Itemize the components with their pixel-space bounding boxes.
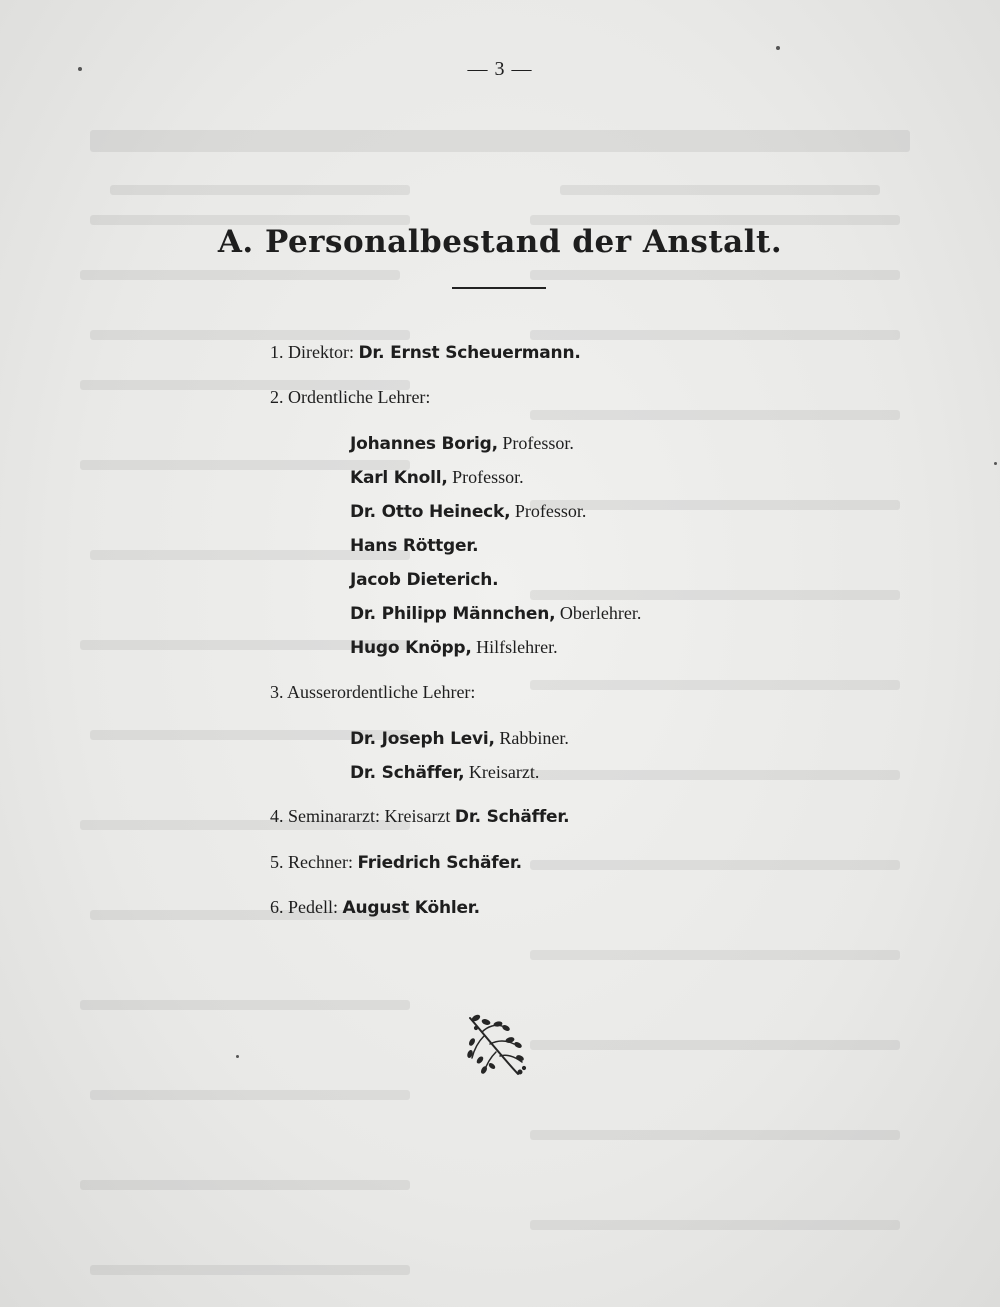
seminar-doctor-line bbox=[270, 806, 569, 827]
janitor-line bbox=[270, 897, 480, 918]
teacher-name: Hans Röttger. bbox=[350, 536, 479, 556]
teacher-role: Oberlehrer. bbox=[559, 603, 642, 623]
teacher-entry bbox=[350, 433, 574, 454]
teacher-name: Jacob Dieterich. bbox=[350, 570, 499, 590]
page-title: A. Personalbestand der Anstalt. bbox=[217, 224, 783, 260]
teacher-entry bbox=[350, 603, 641, 624]
regular-teachers-heading: 2. Ordentliche Lehrer: bbox=[270, 387, 431, 407]
teacher-entry bbox=[350, 762, 539, 783]
janitor-label: 6. Pedell: bbox=[270, 897, 338, 917]
teacher-name: Hugo Knöpp, bbox=[350, 638, 472, 658]
floral-sprig-icon bbox=[462, 1012, 528, 1080]
extraordinary-teachers-heading: 3. Ausserordentliche Lehrer: bbox=[270, 682, 476, 702]
paper-speck bbox=[236, 1055, 239, 1058]
accountant-name: Friedrich Schäfer. bbox=[357, 853, 522, 873]
teacher-name: Dr. Joseph Levi, bbox=[350, 729, 495, 749]
teacher-role: Kreisarzt. bbox=[468, 762, 540, 782]
teacher-entry bbox=[350, 501, 586, 522]
director-line bbox=[270, 342, 581, 363]
teacher-role: Rabbiner. bbox=[499, 728, 569, 748]
teacher-name: Dr. Schäffer, bbox=[350, 763, 465, 783]
paper-speck bbox=[776, 46, 780, 50]
paper-speck bbox=[994, 462, 997, 465]
teacher-role: Professor. bbox=[452, 467, 524, 487]
teacher-entry bbox=[350, 569, 498, 590]
teacher-entry bbox=[350, 535, 478, 556]
accountant-line bbox=[270, 852, 522, 873]
page-number: — 3 — bbox=[467, 58, 533, 80]
title-divider bbox=[452, 287, 546, 289]
teacher-entry bbox=[350, 728, 569, 749]
teacher-name: Johannes Borig, bbox=[350, 434, 498, 454]
seminar-doctor-name: Dr. Schäffer. bbox=[454, 807, 570, 827]
teacher-name: Dr. Otto Heineck, bbox=[350, 502, 511, 522]
director-name: Dr. Ernst Scheuermann. bbox=[358, 343, 581, 363]
teacher-entry bbox=[350, 637, 558, 658]
teacher-role: Professor. bbox=[502, 433, 574, 453]
teacher-role: Hilfslehrer. bbox=[476, 637, 558, 657]
seminar-doctor-label: 4. Seminararzt: Kreisarzt bbox=[270, 806, 451, 826]
director-label: 1. Direktor: bbox=[270, 342, 354, 362]
teacher-name: Dr. Philipp Männchen, bbox=[350, 604, 556, 624]
accountant-label: 5. Rechner: bbox=[270, 852, 353, 872]
teacher-role: Professor. bbox=[514, 501, 587, 521]
teacher-entry bbox=[350, 467, 524, 488]
teacher-name: Karl Knoll, bbox=[350, 468, 448, 488]
janitor-name: August Köhler. bbox=[342, 898, 480, 918]
